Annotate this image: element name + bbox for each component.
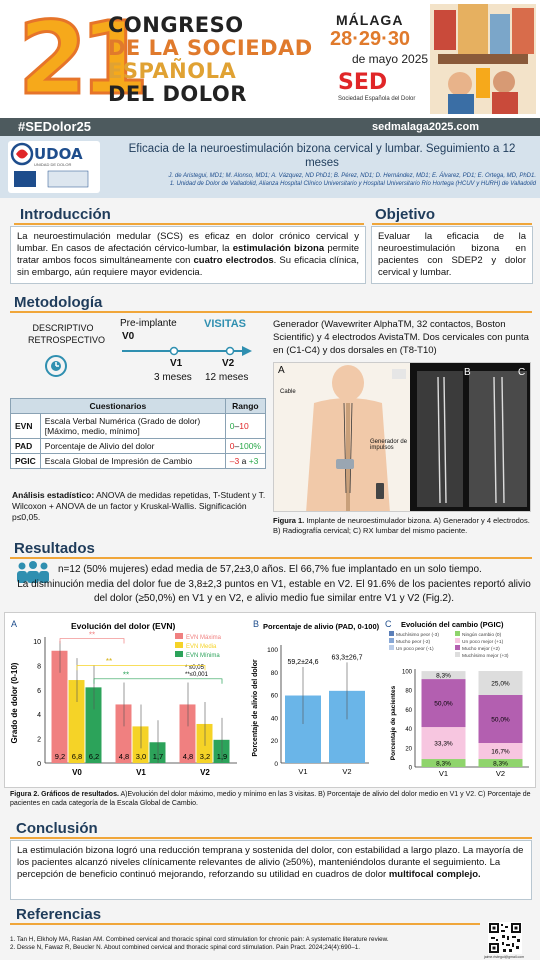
conclusion-part1: La estimulación bizona logró una reducción temprana y sostenida del dolor, con estabilidad a largo plazo. La mayoría de los pacientes alcanzó niveles clínicamente relevantes de alivio (≥50%), manteniéndolos durante el seguimiento. La percepción de beneficio continuó mejorando, reforzando su utilidad en cuadros de dolor [17,845,524,880]
timeline-12-meses: 12 meses [205,372,249,383]
chart-a-data-label: 4,8 [118,752,130,761]
study-design [28,322,106,346]
chart-b-ytick-label: 20 [270,738,278,746]
statistical-analysis [12,490,268,523]
chart-a-significance-note: * ≤0,05 [185,665,204,671]
reference-1: 1. Tan H, Elkholy MA, Raslan AM. Combined cervical and thoracic spinal cord stimulation for chronic pain: A systematic literature review. [10,936,389,943]
chart-c-legend-swatch [389,638,394,643]
table-header-rango: Rango [225,399,265,414]
table-header-row [11,399,266,414]
chart-c-ytick-label: 80 [405,688,412,695]
metodologia-underline [10,311,532,313]
chart-a-bracket-stars: ** [122,670,130,680]
conclusion-heading: Conclusión [16,820,98,837]
resultados-heading: Resultados [14,540,95,557]
results-line1: n=12 (50% mujeres) edad media de 57,2±3,0 años. El 66,7% fue implantado en un solo tiempo. [58,564,482,575]
stats-bold: Análisis estadístico: [12,490,95,500]
figure-1-caption-text: Implante de neuroestimulador bizona. A) Generador y 4 electrodos. B) Radiografía cervical; C) RX lumbar del mismo paciente. [273,516,530,535]
chart-a-ytick-label: 6 [37,687,41,695]
table-row [11,439,266,454]
objetivo-text: Evaluar la eficacia de la neuroestimulación bizona en pacientes con SDEP2 y dolor cervical y lumbar. [371,226,533,284]
chart-a-bracket-stars: ** [88,630,96,640]
figure-1-caption-bold: Figura 1. [273,516,305,525]
chart-a-data-label: 3,2 [199,752,211,761]
chart-c-data-label: 50,0% [434,700,453,708]
chart-c-title: Evolución del cambio (PGIC) [401,620,504,629]
sed-logo: SED [338,70,388,95]
authors-affiliation: 1. Unidad de Dolor de Valladolid, Alianza Hospital Clínico Universitario y Hospital Universitario Río Hortega (HCUV y HURH) de Valladolid [169,181,536,187]
congress-title-line2: DE LA SOCIEDAD [108,36,313,60]
chart-c-xtick-label: V1 [438,769,449,778]
range-high: 10 [239,421,249,431]
range-low: 0 [229,421,235,431]
resultados-underline [10,557,532,559]
chart-c-legend-swatch [455,631,460,636]
intro-underline [14,223,364,225]
chart-a-legend-label: EVN Mínima [186,653,220,659]
chart-a-ytick-label: 0 [37,761,41,768]
figure-2-charts [4,612,536,788]
chart-c-legend-label: Muchísimo mejor (+3) [462,654,509,659]
authors [104,172,536,188]
chart-c-legend-swatch [455,645,460,650]
chart-c-data-label: 8,3% [436,672,451,680]
intro-bold2: cuatro electrodos [193,255,274,266]
intro-heading: Introducción [20,206,111,223]
chart-a-significance-note: **≤0,001 [185,672,208,678]
figure-2-caption-bold: Figura 2. Gráficos de resultados. [10,791,119,798]
chart-c-ytick-label: 60 [405,707,412,714]
chart-c-legend-swatch [389,645,394,650]
table-cell-range [225,414,265,439]
chart-a-ytick-label: 4 [37,712,41,720]
chart-c-legend-swatch [455,638,460,643]
chart-b-data-label: 59,2±24,6 [287,659,319,667]
chart-a-data-label: 6,8 [71,752,83,761]
chart-c-ytick-label: 40 [405,727,412,734]
chart-a-data-label: 6,2 [88,752,100,761]
header-illustration [430,4,536,114]
objetivo-underline [372,223,532,225]
figure-1-label-a: A [278,365,285,376]
figure-1-generator-label: Generador de impulsos [370,439,408,451]
chart-b-title: Porcentaje de alivio (PAD, 0-100) [263,622,380,631]
chart-a-panel-letter: A [11,619,18,629]
website-link[interactable]: sedmalaga2025.com [372,121,480,133]
references-list [10,936,480,952]
chart-a-legend-label: EVN Media [186,644,217,650]
table-cell-desc: Escala Global de Impresión de Cambio [40,454,225,469]
chart-a-bracket [94,679,222,684]
chart-b-data-label: 63,3±26,7 [331,654,363,662]
figure-1-illustration [274,363,531,512]
chart-b-ytick-label: 100 [267,647,278,654]
chart-b-xtick-label: V2 [342,767,352,776]
range-sep: a [239,456,249,466]
chart-b-panel-letter: B [253,619,260,629]
chart-b-ylabel: Porcentaje de alivio del dolor [252,659,259,757]
chart-a-legend-swatch [175,642,183,648]
preimplante-label: Pre-implante [120,318,177,329]
figure-1 [273,362,531,512]
chart-c-legend-label: Un poco peor (-1) [396,647,434,652]
chart-c-data-label: 16,7% [491,748,510,756]
authors-names: J. de Aristegui, MD1; M. Alonso, MD1; A. Vázquez, ND PhD1; B. Pérez, ND1; D. Hernández, MD1; E. Álvarez, PD1; E. Ortega, MD, PhD1. [168,173,536,179]
design-descriptivo: DESCRIPTIVO [32,323,94,333]
clock-icon [44,354,68,383]
chart-c-ytick-label: 0 [408,765,412,772]
table-row [11,454,266,469]
chart-b-ytick-label: 80 [270,669,278,677]
device-description: Generador (Wavewriter AlphaTM, 32 contactos, Boston Scientific) y 4 electrodos AvistaTM. Dos cervicales con punta en (C1-C4) y dos dorsales en (T8-T10) [273,319,529,356]
chart-c-data-label: 33,3% [434,740,453,748]
qr-code-icon[interactable] [488,922,522,959]
chart-a-xtick-label: V1 [136,768,146,777]
chart-c-legend-label: Ningún cambio (0) [462,633,502,638]
table-row [11,414,266,439]
chart-c-ytick-label: 20 [405,746,412,753]
intro-bold1: estimulación bizona [232,243,325,254]
chart-a-legend-swatch [175,633,183,639]
figure-2-caption [10,790,534,808]
range-high: +3 [248,456,259,466]
stats-text: ANOVA de medidas repetidas, T-Student y T. Wilcoxon + ANOVA de un factor y Kruskal-Wallis. Significación p≤0,05. [12,490,266,522]
chart-a-data-label: 3,0 [135,752,147,761]
chart-c-ytick-label: 100 [401,669,412,676]
range-high: 100% [239,441,261,451]
chart-b-xtick-label: V1 [298,767,308,776]
chart-c-data-label: 8,3% [493,760,508,768]
chart-c-data-label: 25,0% [491,680,510,688]
chart-c-data-label: 50,0% [491,716,510,724]
range-sep: – [234,441,240,451]
congress-month: de mayo 2025 [352,52,429,66]
range-sep: – [234,421,240,431]
design-retrospectivo: RETROSPECTIVO [28,335,106,345]
conclusion-underline [10,837,532,839]
chart-c-ylabel: Porcentaje de pacientes [390,685,397,761]
figure-1-label-b: B [464,367,471,378]
table-cell-desc: Porcentaje de Alivio del dolor [40,439,225,454]
congress-dates: 28·29·30 [330,28,411,50]
udoa-logo: UDOA [34,145,83,163]
table-cell-range [225,454,265,469]
table-cell-range [225,439,265,454]
figure-2-caption-text: A)Evolución del dolor máximo, medio y mínimo en las 3 visitas. B) Porcentaje de alivio del dolor medio en V1 y V2. C) Porcentaje de pacientes en cada categoría de la Escala Global de Cambio. [10,791,531,807]
udoa-logo-subtitle: UNIDAD DE DOLOR [34,162,72,167]
timeline-v1: V1 [170,358,183,369]
range-low: 0 [229,441,235,451]
visitas-label: VISITAS [204,318,246,330]
chart-c-panel-letter: C [385,619,392,629]
chart-c-legend-swatch [389,631,394,636]
intro-text [10,226,366,284]
referencias-underline [10,923,480,925]
chart-c-legend-label: Muchísimo peor (-3) [396,633,439,638]
chart-a-legend-label: EVN Máxima [186,635,222,641]
chart-c-data-label: 8,3% [436,760,451,768]
chart-a-title: Evolución del dolor (EVN) [71,621,176,631]
chart-a-data-label: 9,2 [54,752,66,761]
results-line2: La disminución media del dolor fue de 3,8±2,3 puntos en V1, estable en V2. El 91.6% de los pacientes reportó alivio del dolor (≥50,0%) en V1 y en V2, e alivio medio fue similar entre V1 y V2 (Fig.2). [17,579,531,604]
timeline-v2: V2 [222,358,235,369]
contact-email[interactable]: jaime.ristegui@gmail.com [484,955,525,959]
congress-title-line1: CONGRESO [108,13,244,37]
chart-b-ytick-label: 60 [270,692,278,700]
poster-title: Eficacia de la neuroestimulación bizona cervical y lumbar. Seguimiento a 12 meses [128,143,516,169]
figure-1-caption [273,516,533,536]
chart-a-ytick-label: 8 [37,663,41,671]
metodologia-heading: Metodología [14,294,103,311]
questionnaires-table [10,398,266,469]
table-header-cuestionarios: Cuestionarios [11,399,226,414]
chart-a-xtick-label: V2 [200,768,210,777]
hashtag: #SEDolor25 [18,119,91,134]
chart-a-legend-swatch [175,651,183,657]
timeline-3-meses: 3 meses [154,372,192,383]
chart-a-bar [52,651,68,763]
chart-b-ytick-label: 0 [274,761,278,768]
chart-a-xtick-label: V0 [72,768,82,777]
table-cell-code: PAD [11,439,41,454]
chart-c-legend-label: Mucho mejor (+2) [462,647,500,652]
chart-b-ytick-label: 40 [270,715,278,723]
chart-a-ytick-label: 10 [33,639,41,646]
intro-part1: La neuroestimulación medular (SCS) es eficaz en dolor crónico cervical y lumbar. En casos de afectación cérvico-lumbar, la [17,231,359,254]
objetivo-heading: Objetivo [375,206,436,223]
chart-a-data-label: 1,7 [152,752,164,761]
congress-number: 21 [18,0,142,117]
sed-logo-subtitle: Sociedad Española del Dolor [338,96,416,102]
congress-city: MÁLAGA [336,12,404,28]
referencias-heading: Referencias [16,906,102,923]
timeline-v0: V0 [122,331,135,342]
table-cell-code: PGIC [11,454,41,469]
congress-title-line3: ESPAÑOLA [108,59,237,83]
chart-a-ylabel: Grado de dolor (0-10) [10,662,19,744]
chart-a-bracket-stars: ** [105,657,113,667]
timeline-line [122,344,262,362]
congress-title-line4: DEL DOLOR [108,82,247,106]
range-low: –3 [229,456,240,466]
chart-a-bar [69,680,85,763]
chart-c-xtick-label: V2 [495,769,506,778]
intro-part3: . Su eficacia clínica, sin embargo, aún requiere mayor evidencia. [17,255,359,278]
table-cell-code: EVN [11,414,41,439]
chart-c-legend-swatch [455,652,460,657]
figure-1-cable-label: Cable [280,389,296,395]
figure-1-label-c: C [518,367,526,378]
figure-2-svg [5,613,537,789]
reference-2: 2. Desse N, Fawaz R, Beucler N. About combined cervical and thoracic spinal cord stimulation. Pain Pract. 2024;24(4):690–1. [10,944,361,951]
chart-c-legend-label: Un poco mejor (+1) [462,640,504,645]
conclusion-text [10,840,532,900]
conclusion-bold: multifocal complejo. [388,869,481,880]
chart-a-data-label: 4,8 [182,752,194,761]
chart-a-data-label: 1,9 [216,752,228,761]
table-cell-desc: Escala Verbal Numérica (Grado de dolor) [Máximo, medio, mínimo] [40,414,225,439]
chart-a-ytick-label: 2 [37,736,41,744]
intro-part2: permite tratar ambos focos simultáneamente con [17,243,359,266]
chart-c-legend-label: Mucho peor (-2) [396,640,431,645]
